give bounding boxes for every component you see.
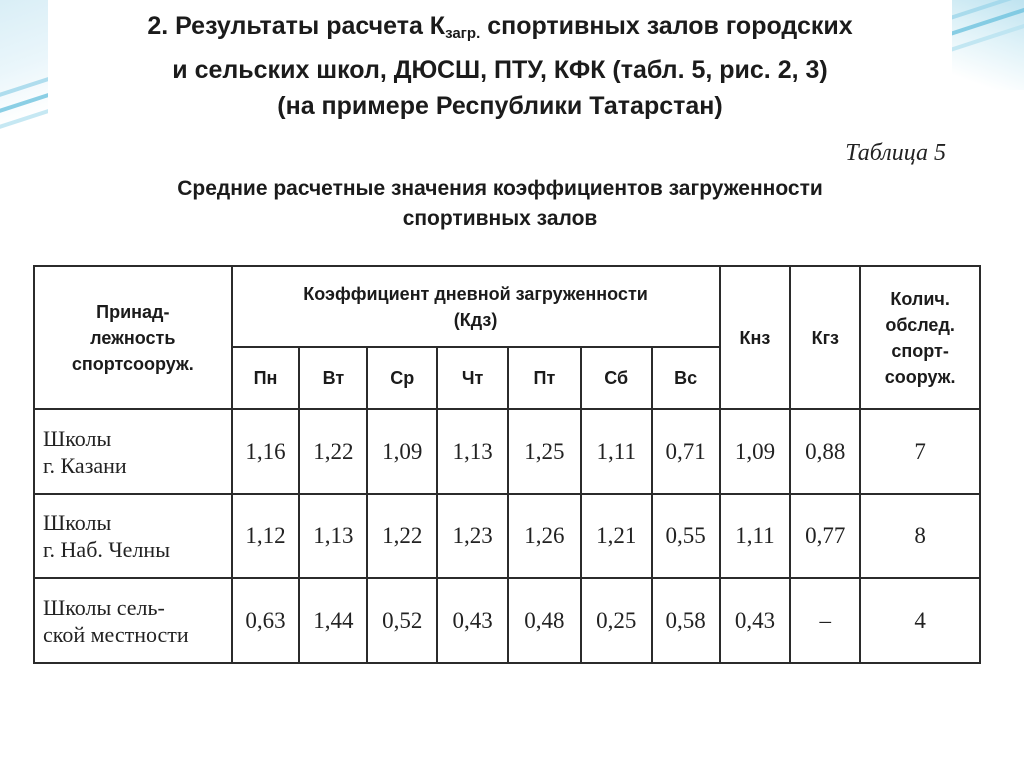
cell-tue: 1,22 bbox=[299, 409, 367, 494]
cell-sun: 0,58 bbox=[652, 578, 720, 663]
cell-mon: 0,63 bbox=[232, 578, 300, 663]
table-number: Таблица 5 bbox=[845, 140, 946, 166]
table-row bbox=[34, 409, 980, 494]
cell-mon: 1,12 bbox=[232, 494, 300, 578]
cell-thu: 1,13 bbox=[437, 409, 508, 494]
cell-fri: 0,48 bbox=[508, 578, 581, 663]
decorative-stripe bbox=[943, 6, 1024, 38]
header-facility-count: Колич. обслед. спорт- сооруж. bbox=[860, 266, 980, 409]
header-day-wed: Ср bbox=[367, 347, 437, 409]
cell-kgz: – bbox=[790, 578, 860, 663]
header-ownership: Принад- лежность спортсоoруж. bbox=[34, 266, 232, 409]
decorative-stripe bbox=[943, 22, 1024, 54]
row-label: Школы г. Наб. Челны bbox=[34, 494, 232, 578]
row-label: Школы сель- ской местности bbox=[34, 578, 232, 663]
header-daily-coefficient: Коэффициент дневной загруженности (Кдз) bbox=[232, 266, 720, 347]
table-row bbox=[34, 494, 980, 578]
cell-count: 8 bbox=[860, 494, 980, 578]
cell-sat: 1,11 bbox=[581, 409, 652, 494]
header-knz: Кнз bbox=[720, 266, 791, 409]
cell-thu: 0,43 bbox=[437, 578, 508, 663]
header-day-sun: Вс bbox=[652, 347, 720, 409]
cell-kgz: 0,77 bbox=[790, 494, 860, 578]
table-row bbox=[34, 578, 980, 663]
header-day-fri: Пт bbox=[508, 347, 581, 409]
cell-fri: 1,25 bbox=[508, 409, 581, 494]
cell-sun: 0,55 bbox=[652, 494, 720, 578]
row-label: Школы г. Казани bbox=[34, 409, 232, 494]
cell-knz: 1,11 bbox=[720, 494, 791, 578]
cell-mon: 1,16 bbox=[232, 409, 300, 494]
cell-tue: 1,44 bbox=[299, 578, 367, 663]
cell-knz: 0,43 bbox=[720, 578, 791, 663]
cell-fri: 1,26 bbox=[508, 494, 581, 578]
header-kgz: Кгз bbox=[790, 266, 860, 409]
cell-tue: 1,13 bbox=[299, 494, 367, 578]
header-day-mon: Пн bbox=[232, 347, 300, 409]
cell-sat: 1,21 bbox=[581, 494, 652, 578]
header-day-tue: Вт bbox=[299, 347, 367, 409]
cell-wed: 1,22 bbox=[367, 494, 437, 578]
table-caption: Средние расчетные значения коэффициентов загруженности спортивных залов bbox=[177, 177, 823, 230]
load-coefficients-table bbox=[33, 265, 981, 664]
heading-line-1: 2. Результаты расчета $К_{загр.}$ спортивных залов городских bbox=[147, 12, 853, 42]
cell-wed: 0,52 bbox=[367, 578, 437, 663]
heading-line-2: и сельских школ, ДЮСШ, ПТУ, КФК (табл. 5, рис. 2, 3) bbox=[172, 56, 828, 84]
cell-knz: 1,09 bbox=[720, 409, 791, 494]
header-day-sat: Сб bbox=[581, 347, 652, 409]
cell-sun: 0,71 bbox=[652, 409, 720, 494]
cell-thu: 1,23 bbox=[437, 494, 508, 578]
cell-sat: 0,25 bbox=[581, 578, 652, 663]
slide-heading bbox=[48, 8, 952, 124]
header-day-thu: Чт bbox=[437, 347, 508, 409]
cell-wed: 1,09 bbox=[367, 409, 437, 494]
cell-kgz: 0,88 bbox=[790, 409, 860, 494]
cell-count: 4 bbox=[860, 578, 980, 663]
heading-line-3: (на примере Республики Татарстан) bbox=[277, 92, 723, 120]
cell-count: 7 bbox=[860, 409, 980, 494]
